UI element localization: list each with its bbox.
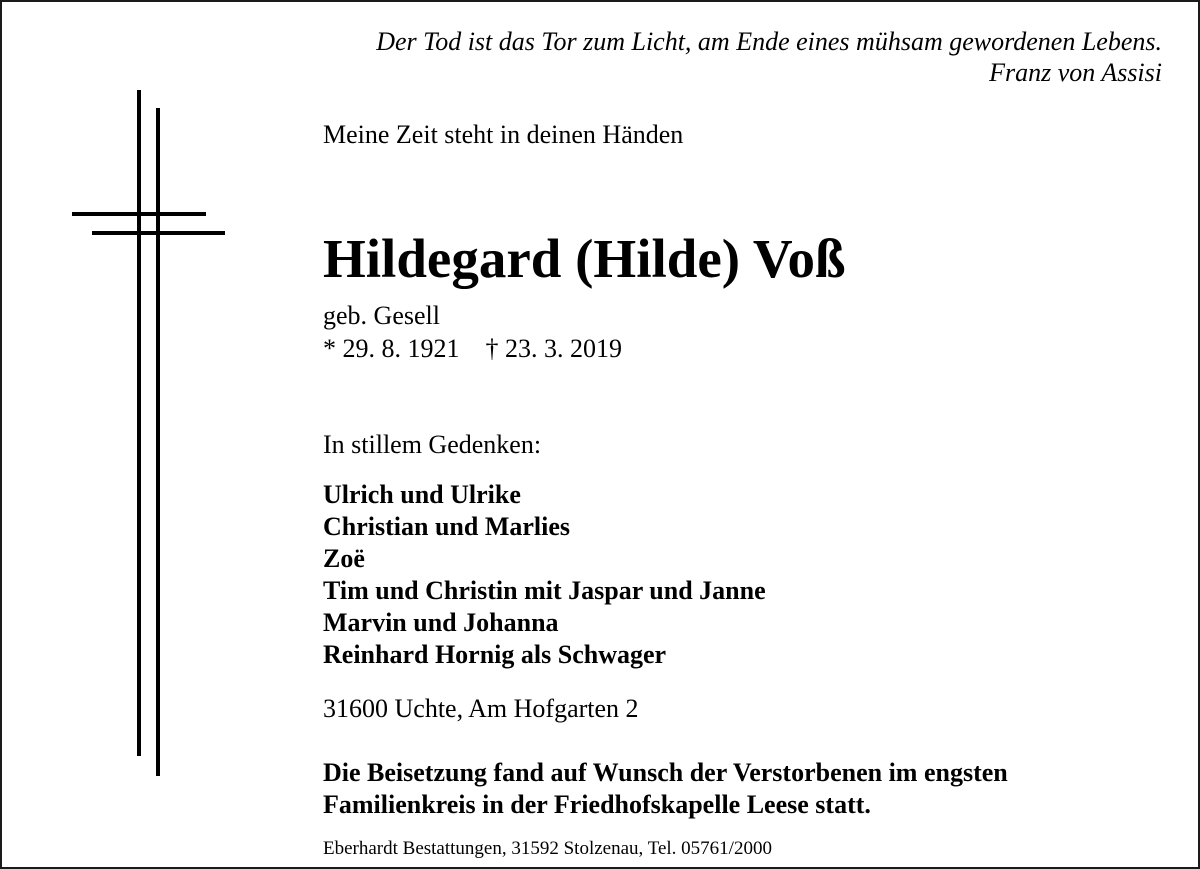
funeral-home-info: Eberhardt Bestattungen, 31592 Stolzenau, Tel. 05761/2000 bbox=[323, 838, 772, 859]
life-dates: * 29. 8. 1921 † 23. 3. 2019 bbox=[323, 334, 622, 363]
mourners-list bbox=[323, 479, 766, 671]
burial-line-2: Familienkreis in der Friedhofskapelle Leese statt. bbox=[323, 790, 871, 819]
quote-author: Franz von Assisi bbox=[989, 58, 1162, 87]
mourner-item: Tim und Christin mit Jaspar und Janne bbox=[323, 576, 766, 605]
cross-vertical-bar-left bbox=[137, 90, 141, 756]
mourner-item: Marvin und Johanna bbox=[323, 608, 559, 637]
memory-label: In stillem Gedenken: bbox=[323, 430, 542, 459]
quote-block bbox=[376, 26, 1162, 88]
burial-notice bbox=[323, 757, 1008, 821]
deceased-name: Hildegard (Hilde) Voß bbox=[323, 228, 846, 289]
cross-horizontal-bar-upper bbox=[72, 212, 206, 216]
mourner-item: Zoë bbox=[323, 544, 365, 573]
birth-name: geb. Gesell bbox=[323, 301, 440, 330]
mourner-item: Ulrich und Ulrike bbox=[323, 480, 521, 509]
quote-text: Der Tod ist das Tor zum Licht, am Ende eines mühsam gewordenen Lebens. bbox=[376, 27, 1162, 56]
cross-horizontal-bar-lower bbox=[92, 231, 225, 235]
family-address: 31600 Uchte, Am Hofgarten 2 bbox=[323, 694, 639, 723]
psalm-line: Meine Zeit steht in deinen Händen bbox=[323, 120, 684, 149]
cross-vertical-bar-right bbox=[156, 108, 160, 776]
mourner-item: Reinhard Hornig als Schwager bbox=[323, 640, 667, 669]
mourner-item: Christian und Marlies bbox=[323, 512, 571, 541]
burial-line-1: Die Beisetzung fand auf Wunsch der Verstorbenen im engsten bbox=[323, 758, 1008, 787]
